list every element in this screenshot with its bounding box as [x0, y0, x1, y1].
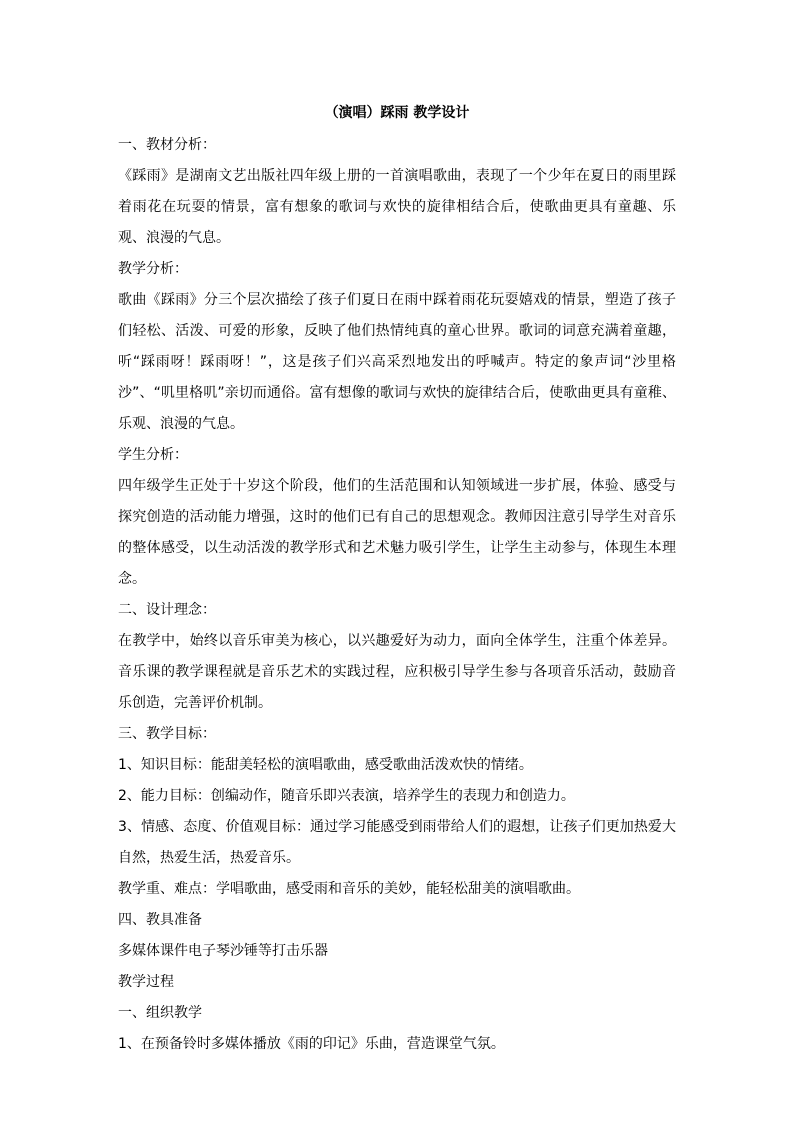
heading-teaching-aids: 四、教具准备: [118, 912, 202, 928]
document-title: （演唱）踩雨 教学设计: [324, 105, 470, 121]
goal-ability: 2、能力目标：创编动作，随音乐即兴表演，培养学生的表现力和创造力。: [118, 788, 575, 804]
goal-emotion: 3、情感、态度、价值观目标：通过学习能感受到雨带给人们的遐想，让孩子们更加热爱大自然，热爱生活，热爱音乐。: [118, 819, 676, 866]
heading-design-concept: 二、设计理念：: [118, 602, 216, 618]
heading-teaching-analysis: 教学分析：: [118, 261, 188, 277]
paragraph-design-concept: 在教学中，始终以音乐审美为核心，以兴趣爱好为动力，面向全体学生，注重个体差异。音乐课的教学课程就是音乐艺术的实践过程，应积极引导学生参与各项音乐活动，鼓励音乐创造，完善评价机制。: [118, 633, 676, 711]
heading-textbook-analysis: 一、教材分析：: [118, 137, 216, 153]
heading-student-analysis: 学生分析：: [118, 447, 188, 463]
goal-knowledge: 1、知识目标：能甜美轻松的演唱歌曲，感受歌曲活泼欢快的情绪。: [118, 757, 533, 773]
paragraph-teaching-aids: 多媒体课件电子琴沙锤等打击乐器: [118, 943, 328, 959]
heading-teaching-goals: 三、教学目标：: [118, 726, 216, 742]
heading-organize-teaching: 一、组织教学: [118, 1005, 202, 1021]
process-step-1: 1、在预备铃时多媒体播放《雨的印记》乐曲，营造课堂气氛。: [118, 1036, 505, 1052]
paragraph-teaching-analysis: 歌曲《踩雨》分三个层次描绘了孩子们夏日在雨中踩着雨花玩耍嬉戏的情景，塑造了孩子们轻松、活泼、可爱的形象，反映了他们热情纯真的童心世界。歌词的词意充满着童趣，听“踩雨呀！踩雨呀！”，这是孩子们兴高采烈地发出的呼喊声。特定的象声词“沙里格沙”、“叽里格叽”亲切而通俗。富有想像的歌词与欢快的旋律结合后，使歌曲更具有童稚、乐观、浪漫的气息。: [118, 292, 676, 432]
paragraph-textbook-analysis: 《踩雨》是湖南文艺出版社四年级上册的一首演唱歌曲，表现了一个少年在夏日的雨里踩着雨花在玩耍的情景，富有想象的歌词与欢快的旋律相结合后，使歌曲更具有童趣、乐观、浪漫的气息。: [118, 168, 676, 246]
paragraph-student-analysis: 四年级学生正处于十岁这个阶段，他们的生活范围和认知领域进一步扩展，体验、感受与探究创造的活动能力增强，这时的他们已有自己的思想观念。教师因注意引导学生对音乐的整体感受，以生动活泼的教学形式和艺术魅力吸引学生，让学生主动参与，体现生本理念。: [118, 478, 676, 587]
key-difficulties: 教学重、难点：学唱歌曲，感受雨和音乐的美妙，能轻松甜美的演唱歌曲。: [118, 881, 580, 897]
heading-teaching-process: 教学过程: [118, 974, 174, 990]
